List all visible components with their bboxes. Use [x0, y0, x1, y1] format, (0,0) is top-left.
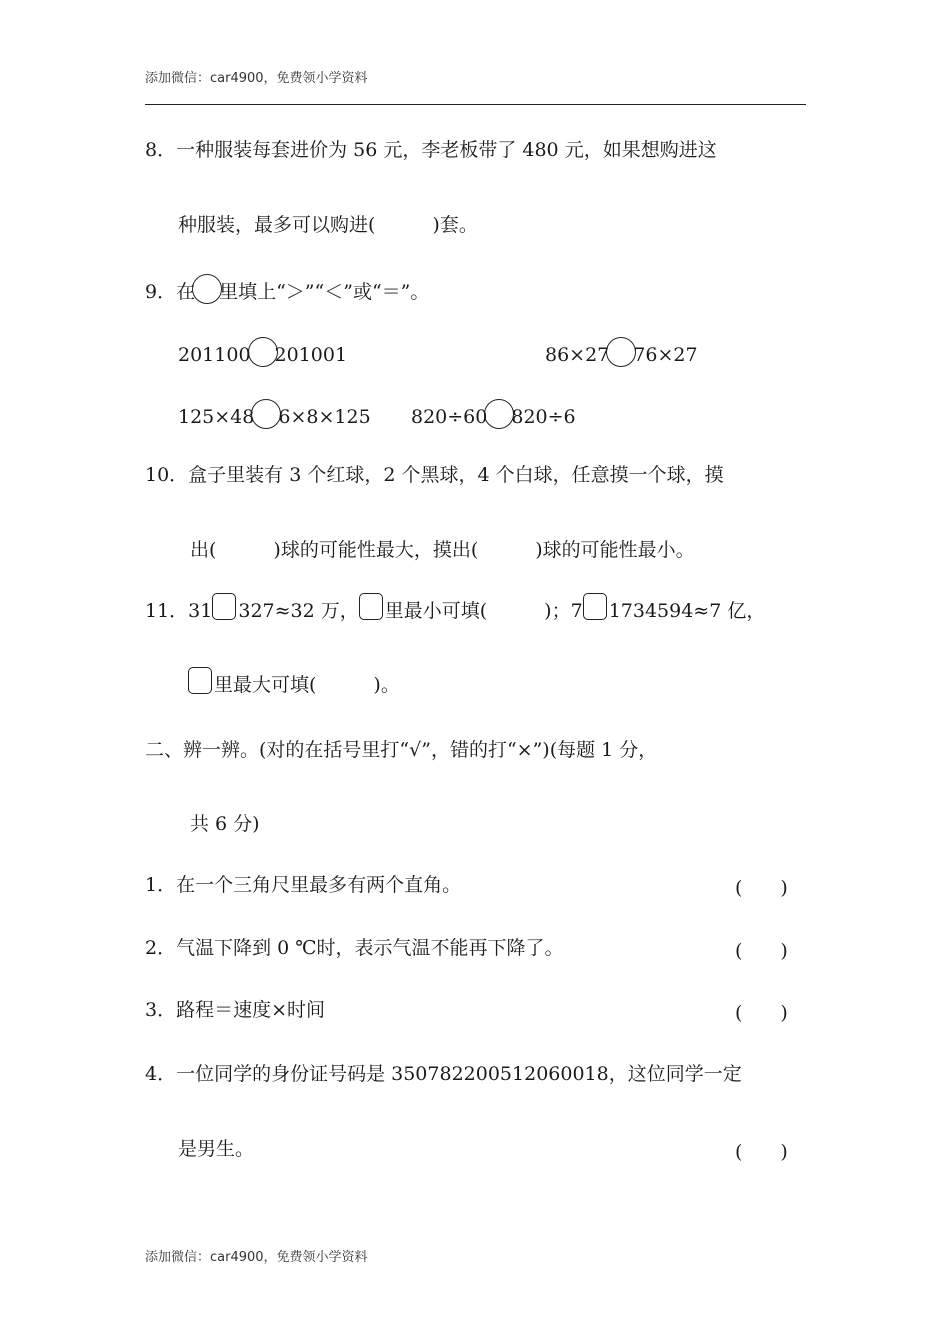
q9-a-left: 201100 [178, 344, 251, 366]
judge-answer-1[interactable]: ( ) [735, 877, 788, 899]
page-footer: 添加微信：car4900，免费领小学资料 [145, 1250, 368, 1265]
q8-line1: 8．一种服装每套进价为 56 元，李老板带了 480 元，如果想购进这 [145, 139, 717, 161]
q9-d-right: 820÷6 [511, 406, 576, 428]
section2-heading-line2: 共 6 分) [190, 813, 260, 835]
q11-line2-text: 里最大可填( )。 [214, 674, 400, 696]
square-blank-2[interactable] [583, 593, 607, 620]
q10-line2: 出( )球的可能性最大，摸出( )球的可能性最小。 [190, 539, 695, 561]
q9-item-b [545, 337, 698, 367]
circle-blank-a[interactable] [248, 337, 278, 367]
q9-item-c [178, 399, 371, 429]
circle-blank-c[interactable] [251, 399, 281, 429]
judge-item-1: 1．在一个三角尺里最多有两个直角。 [145, 874, 462, 896]
judge-answer-3[interactable]: ( ) [735, 1002, 788, 1024]
square-blank-1[interactable] [212, 593, 236, 620]
square-blank-ref-2 [188, 667, 212, 694]
judge-answer-2[interactable]: ( ) [735, 940, 788, 962]
q9-prompt [145, 274, 429, 304]
section2-heading-line1: 二、辨一辨。(对的在括号里打“√”，错的打“×”)(每题 1 分， [145, 739, 658, 761]
q9-b-right: 76×27 [633, 344, 698, 366]
judge-item-2: 2．气温下降到 0 ℃时，表示气温不能再下降了。 [145, 937, 564, 959]
circle-blank-d[interactable] [484, 399, 514, 429]
q11-p1: 11．31 [145, 600, 213, 622]
q9-pre: 9．在 [145, 281, 196, 303]
q11-p2: 327≈32 万， [238, 600, 359, 622]
circle-blank-b[interactable] [606, 337, 636, 367]
q11-line1 [145, 593, 765, 623]
square-blank-ref-1 [359, 593, 383, 620]
q11-p4: 1734594≈7 亿， [608, 600, 766, 622]
q9-c-right: 6×8×125 [278, 406, 371, 428]
q9-b-left: 86×27 [545, 344, 610, 366]
judge-answer-4[interactable]: ( ) [735, 1141, 788, 1163]
q10-line1: 10．盒子里装有 3 个红球，2 个黑球，4 个白球，任意摸一个球，摸 [145, 464, 724, 486]
q9-post: 里填上“＞”“＜”或“＝”。 [219, 281, 430, 303]
circle-blank-example [192, 274, 222, 304]
judge-item-3: 3．路程＝速度×时间 [145, 999, 326, 1021]
q9-d-left: 820÷60 [411, 406, 488, 428]
q9-item-d [411, 399, 576, 429]
q9-a-right: 201001 [274, 344, 348, 366]
judge-item-4-line1: 4．一位同学的身份证号码是 350782200512060018，这位同学一定 [145, 1063, 742, 1085]
q8-line2: 种服装，最多可以购进( )套。 [178, 214, 478, 236]
q9-item-a [178, 337, 347, 367]
judge-item-4-line2: 是男生。 [178, 1138, 255, 1160]
q9-c-left: 125×48 [178, 406, 255, 428]
page-header: 添加微信：car4900，免费领小学资料 [145, 71, 368, 86]
q11-p3: 里最小可填( )；7 [384, 600, 583, 622]
q11-line2 [188, 667, 400, 697]
header-rule [145, 104, 806, 105]
